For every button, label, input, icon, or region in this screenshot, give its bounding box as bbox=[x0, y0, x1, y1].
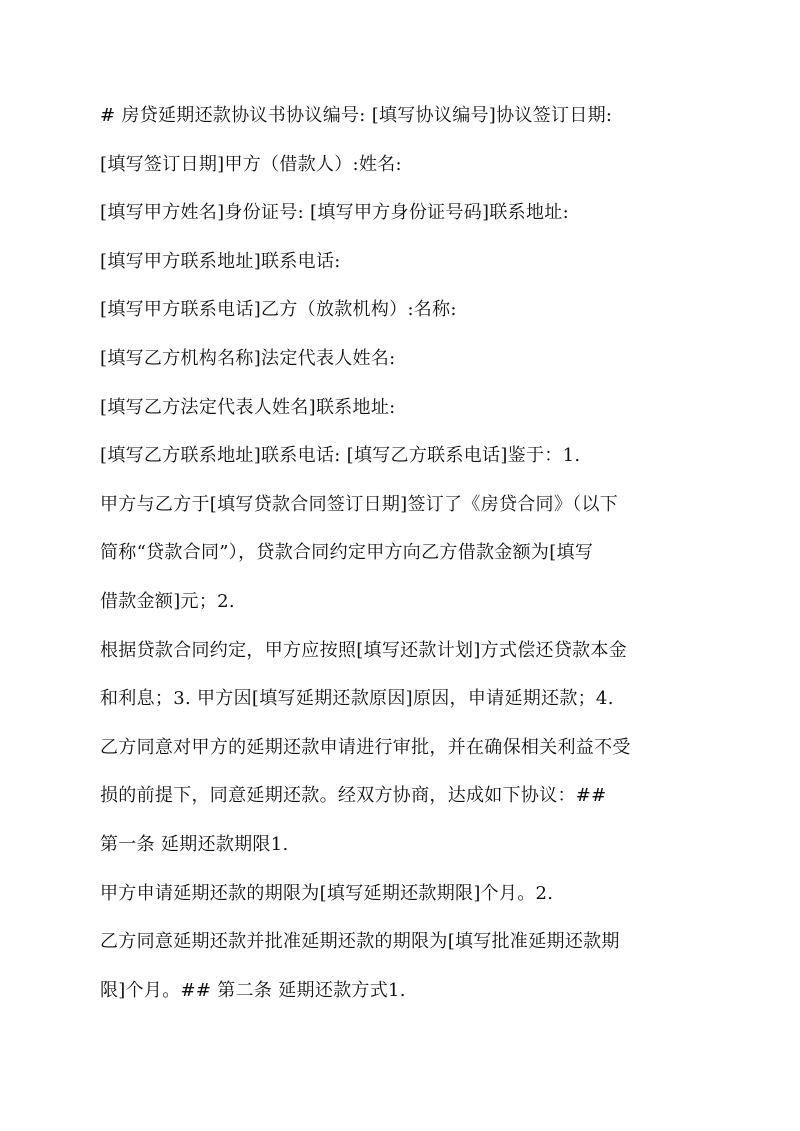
text-line: 借款金额]元；2. bbox=[100, 590, 235, 612]
text-line: 甲方申请延期还款的期限为[填写延期还款期限]个月。2. bbox=[100, 882, 554, 904]
text-line: 乙方同意对甲方的延期还款申请进行审批，并在确保相关利益不受 bbox=[100, 736, 631, 758]
document-body bbox=[100, 92, 710, 1015]
text-line: 简称“贷款合同”），贷款合同约定甲方向乙方借款金额为[填写 bbox=[100, 542, 594, 564]
text-line: 第一条 延期还款期限1. bbox=[100, 833, 289, 855]
text-line: 限]个月。## 第二条 延期还款方式1. bbox=[100, 979, 406, 1001]
text-line: [填写乙方法定代表人姓名]联系地址: bbox=[100, 396, 396, 418]
text-line: [填写乙方联系地址]联系电话: [填写乙方联系电话]鉴于：1. bbox=[100, 445, 581, 467]
text-line: [填写甲方姓名]身份证号: [填写甲方身份证号码]联系地址: bbox=[100, 202, 569, 224]
text-line: 根据贷款合同约定，甲方应按照[填写还款计划]方式偿还贷款本金 bbox=[100, 639, 628, 661]
text-line: [填写甲方联系地址]联系电话: bbox=[100, 250, 341, 272]
text-line: [填写甲方联系电话]乙方（放款机构）:名称: bbox=[100, 299, 457, 321]
text-line: # 房贷延期还款协议书协议编号: [填写协议编号]协议签订日期: bbox=[100, 105, 613, 126]
text-line: [填写签订日期]甲方（借款人）:姓名: bbox=[100, 153, 402, 175]
text-line: 损的前提下，同意延期还款。经双方协商，达成如下协议：## bbox=[100, 785, 607, 807]
text-line: 甲方与乙方于[填写贷款合同签订日期]签订了《房贷合同》（以下 bbox=[100, 493, 619, 515]
text-line: 乙方同意延期还款并批准延期还款的期限为[填写批准延期还款期 bbox=[100, 931, 620, 953]
text-line: [填写乙方机构名称]法定代表人姓名: bbox=[100, 347, 396, 369]
text-line: 和利息；3. 甲方因[填写延期还款原因]原因，申请延期还款；4. bbox=[100, 688, 614, 710]
